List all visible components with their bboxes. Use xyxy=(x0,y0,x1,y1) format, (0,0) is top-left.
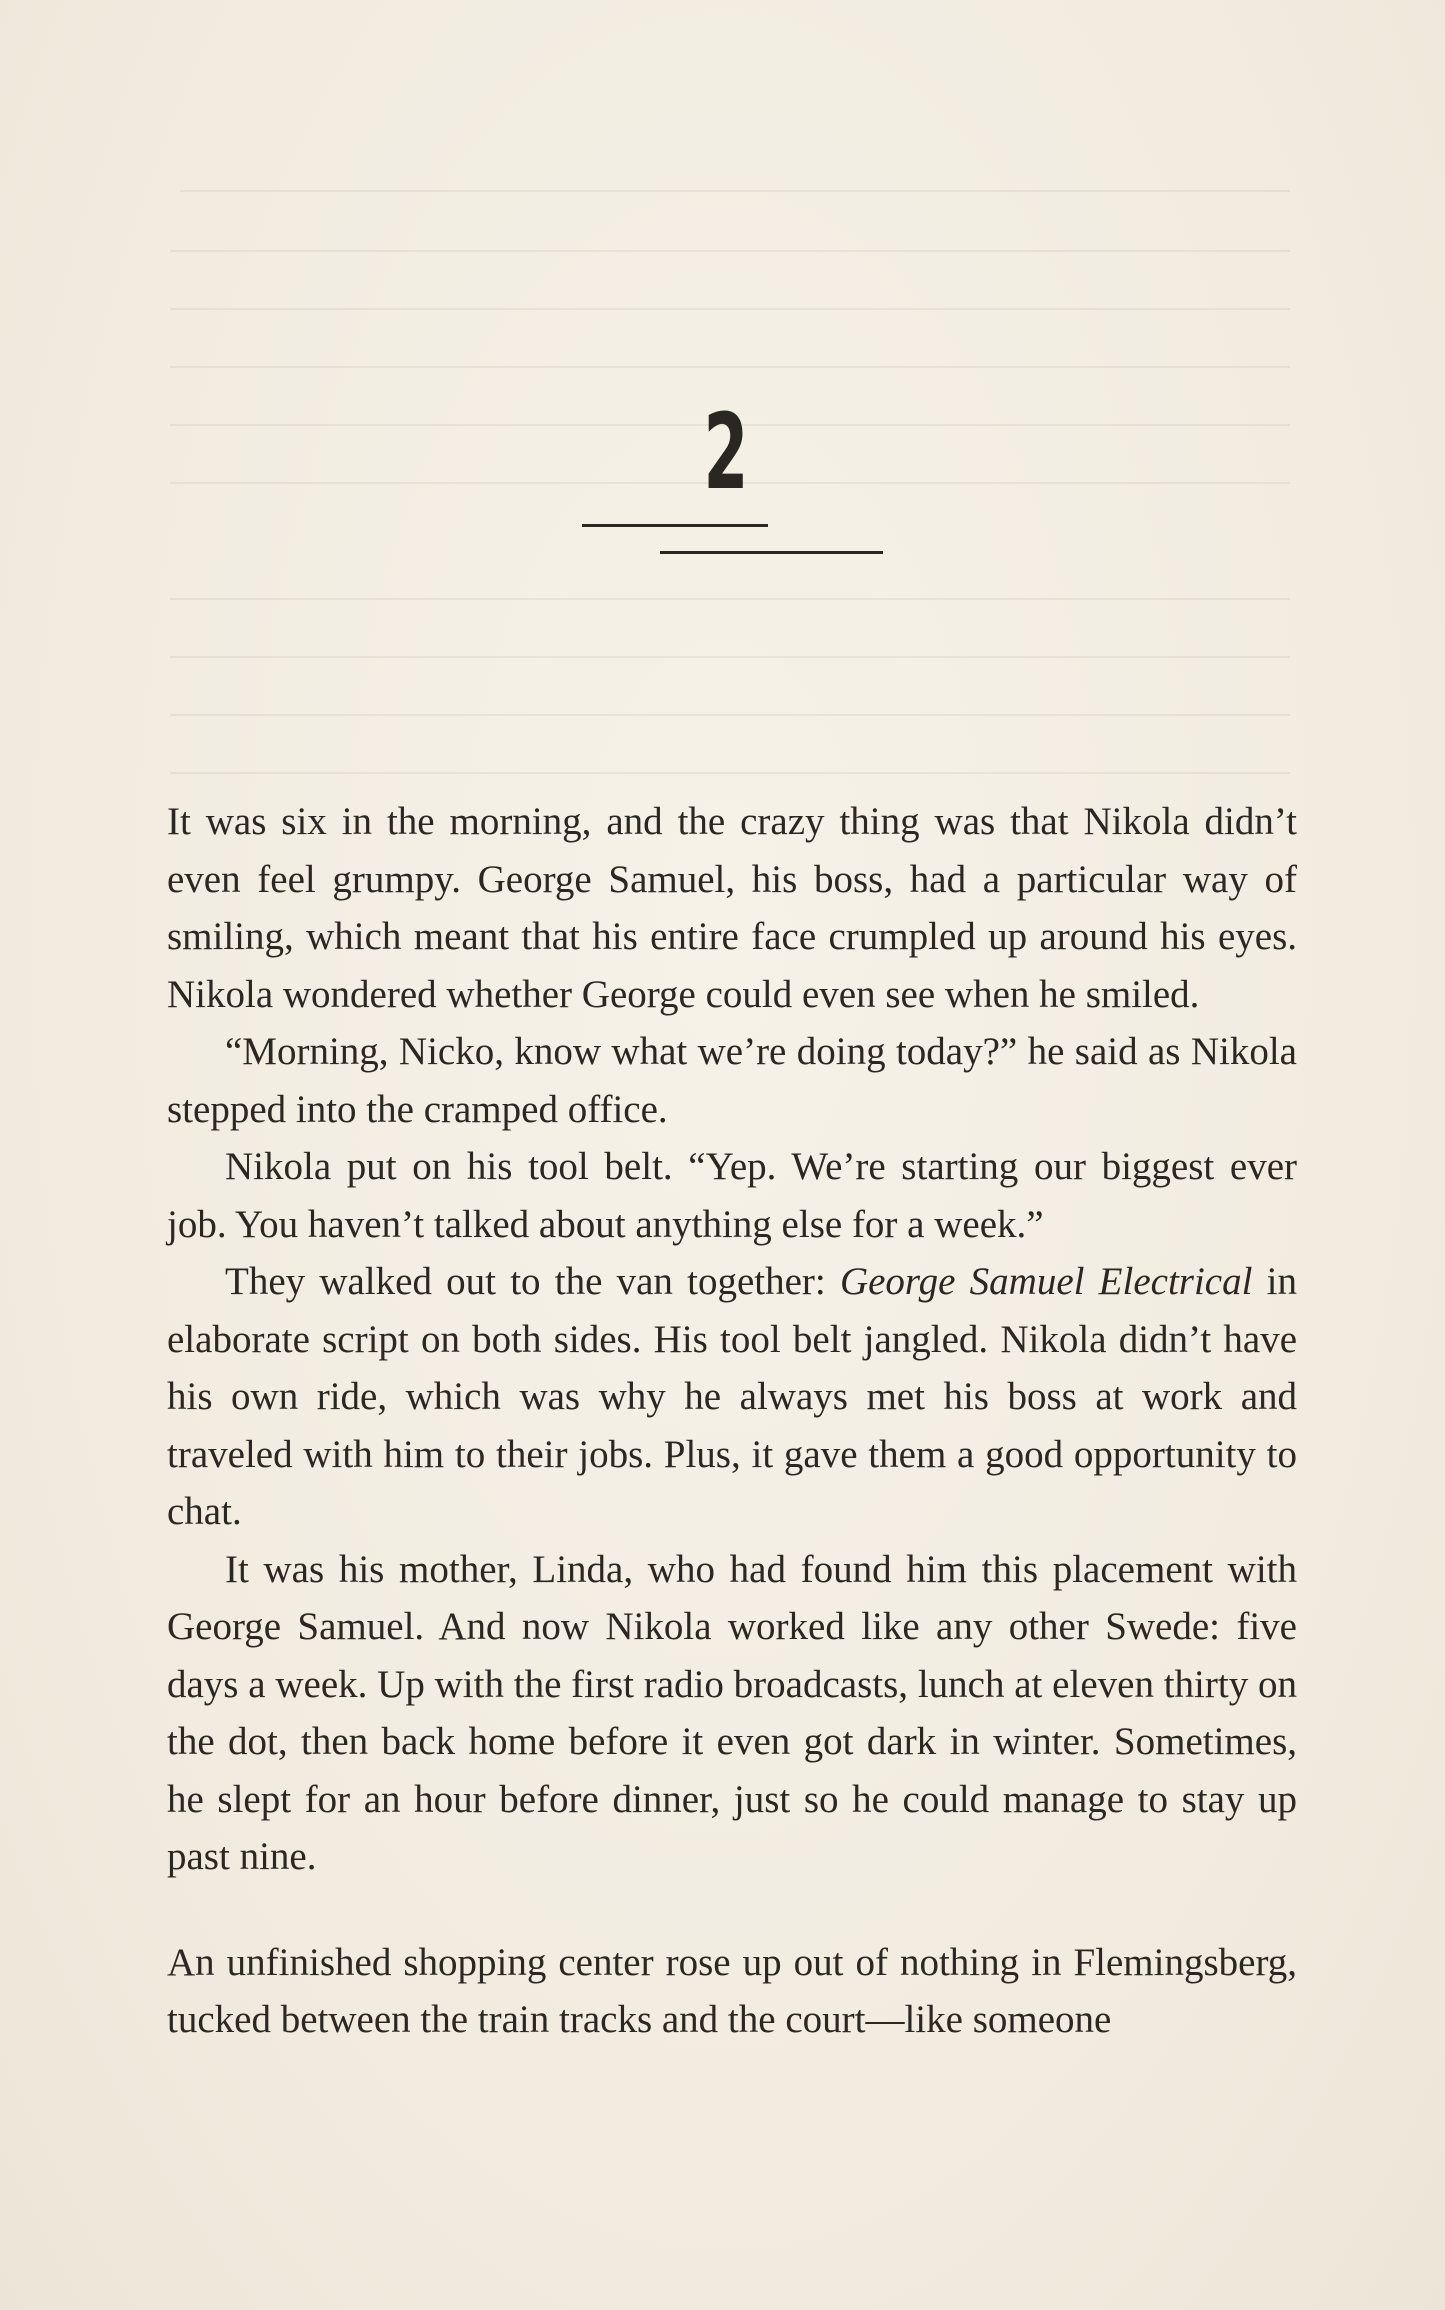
paragraph: Nikola put on his tool belt. “Yep. We’re starting our biggest ever job. You haven’t talked about anything else for a week.” xyxy=(167,1145,1297,1246)
show-through-line xyxy=(170,656,1290,658)
show-through-line xyxy=(170,250,1290,252)
paragraph-section-start: An unfinished shopping center rose up out of nothing in Flemingsberg, tucked between the train tracks and the court—like someone xyxy=(167,1940,1297,2041)
paragraph: “Morning, Nicko, know what we’re doing today?” he said as Nikola stepped into the cramped office. xyxy=(167,1030,1297,1131)
chapter-body-text xyxy=(167,793,1297,2049)
paragraph-text: They walked out to the van together: xyxy=(225,1260,840,1303)
show-through-line xyxy=(180,190,1290,192)
chapter-rule-upper xyxy=(582,524,768,527)
paragraph xyxy=(167,1253,1297,1541)
paragraph: It was six in the morning, and the crazy thing was that Nikola didn’t even feel grumpy. George Samuel, his boss, had a particular way of smiling, which meant that his entire face crumpled up around his eyes. Nikola wondered whether George could even see when he smiled. xyxy=(167,800,1297,1016)
show-through-line xyxy=(170,308,1290,310)
show-through-line xyxy=(170,366,1290,368)
show-through-line xyxy=(170,714,1290,716)
paragraph-text: in elaborate script on both sides. His tool belt jangled. Nikola didn’t have his own ride, which was why he always met his boss at work and traveled with him to their jobs. Plus, it gave them a good opportunity to chat. xyxy=(167,1260,1297,1533)
chapter-number: 2 xyxy=(703,391,748,513)
show-through-line xyxy=(170,772,1290,774)
paragraph: It was his mother, Linda, who had found him this placement with George Samuel. And now Nikola worked like any other Swede: five days a week. Up with the first radio broadcasts, lunch at eleven thirty on the dot, then back home before it even got dark in winter. Sometimes, he slept for an hour before dinner, just so he could manage to stay up past nine. xyxy=(167,1547,1297,1878)
chapter-rule-lower xyxy=(660,551,883,554)
show-through-line xyxy=(170,598,1290,600)
company-name-italic: George Samuel Electrical xyxy=(839,1260,1253,1303)
